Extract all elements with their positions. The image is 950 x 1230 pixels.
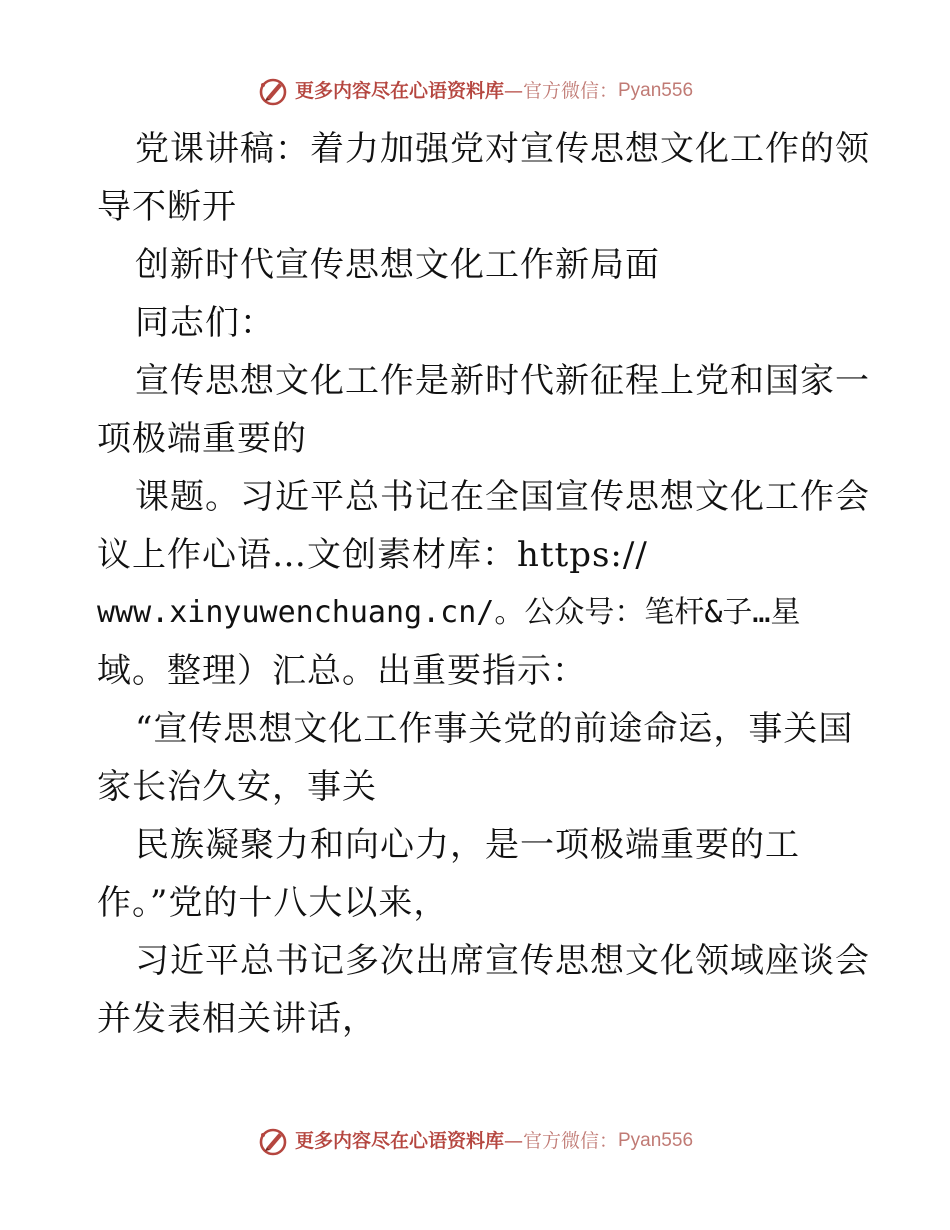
salutation: 同志们：	[135, 303, 275, 343]
watermark-separator: —	[503, 80, 523, 102]
header-watermark	[0, 70, 950, 110]
document-body	[97, 120, 870, 1048]
quote-line: 作。”党的十八大以来，	[97, 883, 449, 923]
footer-watermark	[0, 1120, 950, 1160]
watermark-separator: —	[503, 1130, 523, 1152]
watermark-wechat-label: 官方微信：	[522, 1130, 618, 1152]
paragraph-line: 宣传思想文化工作是新时代新征程上党和国家一	[135, 361, 870, 401]
quote-line: “宣传思想文化工作事关党的前途命运，事关国	[135, 709, 854, 749]
paragraph-line: 项极端重要的	[97, 419, 307, 459]
watermark-wechat-id: Pyan556	[618, 1130, 694, 1151]
quote-line: 民族凝聚力和向心力，是一项极端重要的工	[135, 825, 800, 865]
watermark-main-text: 更多内容尽在心语资料库	[294, 80, 504, 102]
paragraph-line: 课题。习近平总书记在全国宣传思想文化工作会	[135, 477, 870, 517]
paragraph-line: 并发表相关讲话，	[97, 999, 377, 1039]
title-line-1: 党课讲稿：着力加强党对宣传思想文化工作的领	[135, 129, 870, 169]
paragraph-line: 域。整理）汇总。出重要指示：	[97, 651, 587, 691]
subtitle-line: 创新时代宣传思想文化工作新局面	[135, 245, 660, 285]
pen-nib-logo-icon	[257, 1125, 289, 1157]
title-line-2: 导不断开	[97, 187, 237, 227]
watermark-wechat-label: 官方微信：	[522, 80, 618, 102]
watermark-main-text: 更多内容尽在心语资料库	[294, 1130, 504, 1152]
pen-nib-logo-icon	[257, 75, 289, 107]
paragraph-line: 习近平总书记多次出席宣传思想文化领域座谈会	[135, 941, 870, 981]
quote-line: 家长治久安，事关	[97, 767, 377, 807]
watermark-wechat-id: Pyan556	[618, 80, 694, 101]
paragraph-line: 议上作心语…文创素材库：https://	[97, 535, 648, 575]
paragraph-line-url: www.xinyuwenchuang.cn/。公众号：笔杆&子…星	[97, 595, 801, 630]
